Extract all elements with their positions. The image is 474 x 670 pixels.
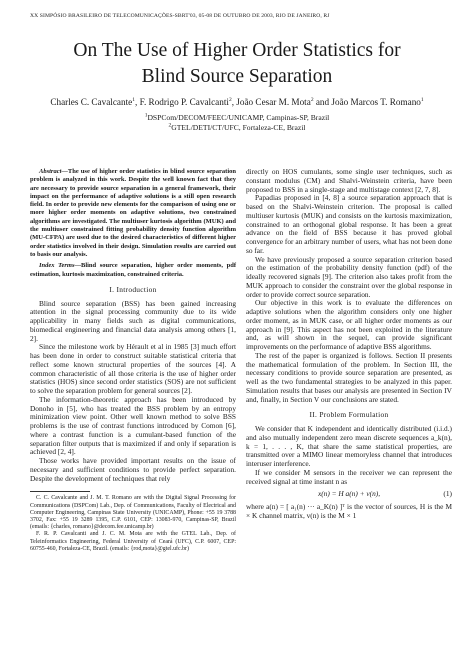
author-3-affil-mark: 2 [310, 96, 314, 103]
formulation-paragraph-2: If we consider M sensors in the receiver we can represent the received signal at time instant n as [246, 467, 452, 486]
affiliation-2-text: GTEL/DETI/CT/UFC, Fortaleza-CE, Brazil [171, 123, 306, 132]
affiliation-2-mark: 2 [168, 122, 172, 129]
right-paragraph-2: Papadias proposed in [4, 8] a source separation approach that is based on the Shalvi-Weinstein criterion. The proposal is called multiuser kurtosis (MUK) and consists on the kurtosis maximization, constrained to an orthogonal global response. It has been a great advance on the field of BSS because it has proved global convergence for an arbitrary number of users, what has not been done so far. [246, 193, 452, 255]
affiliation-1 [0, 113, 474, 123]
right-paragraph-5: The rest of the paper is organized is follows. Section II presents the mathematical formulation of the problem. In Section III, the necessary conditions to provide source separation are presented, as well as the two fundamental strategies to be analyzed in this paper. Simulation results that bases our analysis are presented in Section IV and, finally, in Section V our conclusions are stated. [246, 350, 452, 404]
abstract [30, 168, 236, 279]
abstract-label: Abstract— [39, 168, 68, 175]
author-2: , F. Rodrigo P. Cavalcanti [135, 97, 229, 107]
intro-paragraph-4: Those works have provided important results on the issue of necessary and sufficient conditions to provide perfect separation. Despite the development of techniques that rely [30, 456, 236, 483]
index-terms-label: Index Terms— [39, 262, 81, 270]
affiliation-1-text: DSPCom/DECOM/FEEC/UNICAMP, Campinas-SP, Brazil [147, 113, 330, 122]
paper-title [0, 38, 474, 90]
footnote-1: C. C. Cavalcante and J. M. T. Romano are with the Digital Signal Processing for Communications (DSPCom) Lab., Dep. of Communications, Faculty of Electrical and Computer Engineering, Campinas State University (UNICAMP), Phone: +55 19 3788 3702, Fax: +55 19 3289 1395, C.P. 6101, CEP: 13083-970, Campinas-SP, Brazil (emails: {charles, romano}@decom.fee.unicamp.br) [30, 495, 236, 531]
author-2-affil-mark: 2 [228, 96, 232, 103]
affiliations [0, 113, 474, 133]
formulation-paragraph-1: We consider that K independent and identically distributed (i.i.d.) and also mutually independent zero mean discrete sequences a_k(n), k = 1, . . . , K, that share the same statistical properties, are transmitted over a MIMO linear memoryless channel that introduces interuser interference. [246, 424, 452, 468]
right-column [246, 168, 452, 521]
section-heading-introduction: I. Introduction [109, 284, 157, 294]
affiliation-1-mark: 1 [144, 112, 148, 119]
equation-1 [246, 490, 452, 499]
left-column [30, 168, 236, 553]
intro-paragraph-1: Blind source separation (BSS) has been gained increasing attention in the signal processing community due to its wide applicability in many fields such as digital communications, biomedical engineering and financial data analysis among others [1, 2]. [30, 298, 236, 343]
footnote-2: F. R. P. Cavalcanti and J. C. M. Mota are with the GTEL Lab., Dep. of Teleinformatics Engineering, Federal University of Ceará (UFC), C.P. 6007, CEP: 60755-460, Fortaleza-CE, Brazil. (emails: {rod,mota}@gtel.ufc.br) [30, 531, 236, 552]
author-3: , João Cesar M. Mota [231, 97, 311, 107]
formulation-paragraph-3: where a(n) = [ a₁(n) ··· a_K(n) ]ᵀ is the vector of sources, H is the M × K channel matrix, v(n) is the M × 1 [246, 502, 452, 520]
intro-paragraph-3: The information-theoretic approach has been introduced by Donoho in [5], who has treated the BSS problem by an entropy minimization view point. Other well known method to solve BSS problems is the use of contrast functions introduced by Comon [6], where a contrast function is a cumulant-based function of the separation filter outputs that is maximized if and only if separation is achieved [2, 4]. [30, 394, 236, 457]
running-header: XX SIMPÓSIO BRASILEIRO DE TELECOMUNICAÇÕES-SBRT'03, 05-08 DE OUTUBRO DE 2003, RIO DE JANEIRO, RJ [30, 13, 330, 19]
author-1-affil-mark: 1 [132, 96, 135, 103]
author-4: and João Marcos T. Romano [313, 97, 421, 107]
section-heading-problem-formulation: II. Problem Formulation [309, 410, 389, 420]
right-paragraph-1: directly on HOS cumulants, some single user techniques, such as constant modulus (CM) and Shalvi-Weinstein criteria, have been proposed to BSS in a single-stage and multistage context [2, 7, 8]. [246, 167, 452, 194]
equation-1-number: (1) [443, 489, 452, 499]
author-1: Charles C. Cavalcante [50, 97, 133, 107]
title-line-2: Blind Source Separation [141, 66, 333, 87]
intro-paragraph-2: Since the milestone work by Hérault et al in 1985 [3] much effort has been done in order to construct suitable statistical criteria that reflect some known structural properties of the sources [4]. A common characteristic of all those criteria is the use of higher order statistics (HOS) since second order statistics (SOS) are not sufficient to solve the separation problem for general sources [2]. [30, 342, 236, 396]
affiliation-2 [0, 123, 474, 133]
footnotes [30, 495, 236, 553]
right-paragraph-3: We have previously proposed a source separation criterion based on the estimation of the probability density function (pdf) of the ideally recovered signals [9]. The criterion also takes profit from the MUK approach to consider the constraint over the global response in order to provide correct source separation. [246, 254, 452, 299]
equation-1-body: x(n) = H a(n) + v(n), [317, 489, 381, 499]
index-terms-text: Blind source separation, higher order moments, pdf estimation, kurtosis maximization, constrained criteria. [30, 262, 237, 278]
author-list [0, 97, 474, 107]
right-paragraph-4: Our objective in this work is to evaluate the differences on adaptive solutions when the algorithm considers only one higher order moment, as in MUK case, or all higher order moments as our approach in [9]. This aspect has not been exploited in the literature and, as will shown in the sequel, can provide significant improvements on the performance of adaptive BSS algorithms. [246, 298, 452, 351]
footnote-divider [30, 491, 90, 492]
abstract-text: The use of higher order statistics in blind source separation problem is analyzed in this work. Despite the well known fact that they are necessary to provide source separation in a general framework, their impact on the performance of adaptive solutions is a still open research field. In order to provide new elements for the comparison of using one or more higher order moments on adaptive solutions, two constrained algorithms are investigated. The multiuser kurtosis algorithm (MUK) and the multiuser constrained fitting probability density function algorithm (MU-CFPA) are used due to the desired characteristics of different higher order statistics involved in their design. Simulation results are carried out to basis our analysis. [30, 168, 236, 258]
title-line-1: On The Use of Higher Order Statistics for [73, 40, 401, 61]
author-4-affil-mark: 1 [420, 96, 424, 103]
